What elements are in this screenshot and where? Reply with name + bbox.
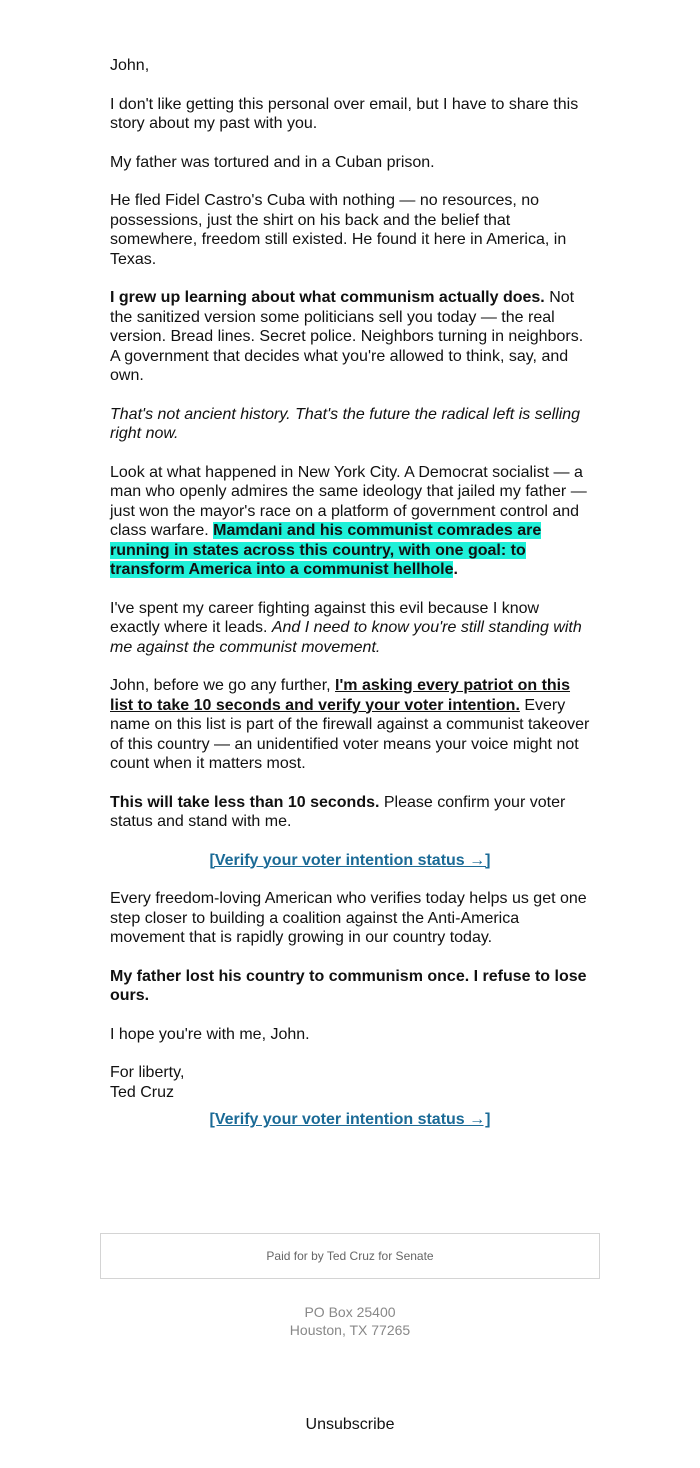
unsubscribe-container	[0, 1416, 700, 1434]
paragraph-communism	[110, 288, 590, 386]
salutation: John,	[110, 57, 150, 74]
verify-voter-link-bottom[interactable]: [Verify your voter intention status →]	[209, 1111, 491, 1128]
ten-seconds-bold: This will take less than 10 seconds.	[110, 793, 380, 811]
cta-container	[110, 851, 590, 871]
career-italic: And I need to know you're still standing with me against the communist movement.	[110, 619, 582, 656]
verify-ask-start: John, before we go any further,	[110, 677, 336, 694]
mailing-address	[0, 1304, 700, 1339]
paragraph-prison: My father was tortured and in a Cuban prison.	[110, 153, 435, 171]
career-text: I've spent my career fighting against this evil because I know exactly where it leads.	[110, 599, 540, 636]
signoff: For liberty,	[110, 1064, 185, 1081]
new-york-text: Look at what happened in New York City. A Democrat socialist — a man who openly admires the same ideology that jailed my father — just won the mayor's race on a platform of government control and class warfare.	[110, 463, 587, 539]
paragraph-new-york	[110, 463, 590, 580]
email-content	[110, 56, 590, 1121]
paragraph-not-ancient-history: That's not ancient history. That's the future the radical left is selling right now.	[110, 405, 581, 442]
paragraph-lost-country: My father lost his country to communism once. I refuse to lose ours.	[110, 967, 587, 1004]
address-line-2: Houston, TX 77265	[289, 1321, 411, 1338]
verify-ask-end: Every name on this list is part of the firewall against a communist takeover of this country — an unidentified voter means your voice might not count when it matters most.	[110, 696, 590, 772]
verify-ask-underlined: I'm asking every patriot on this list to take 10 seconds and verify your voter intention.	[110, 677, 571, 714]
paragraph-ten-seconds	[110, 793, 590, 832]
paragraph-verify-ask	[110, 676, 590, 774]
address-line-1: PO Box 25400	[304, 1304, 396, 1320]
paragraph-freedom-loving: Every freedom-loving American who verifies today helps us get one step closer to building a coalition against the Anti-America movement that is rapidly growing in our country today.	[110, 890, 587, 946]
paragraph-hope: I hope you're with me, John.	[110, 1025, 310, 1043]
unsubscribe-link[interactable]: Unsubscribe	[305, 1416, 395, 1433]
communism-bold-lead: I grew up learning about what communism actually does.	[110, 289, 545, 306]
signature-block	[110, 1063, 590, 1102]
verify-voter-link[interactable]: [Verify your voter intention status →]	[209, 851, 491, 869]
paid-for-text: Paid for by Ted Cruz for Senate	[266, 1249, 434, 1263]
paid-for-disclaimer	[100, 1233, 600, 1279]
paragraph-intro: I don't like getting this personal over email, but I have to share this story about my past with you.	[110, 95, 579, 132]
highlight-period: .	[453, 561, 458, 578]
cta-container-bottom	[0, 1110, 700, 1130]
paragraph-career	[110, 599, 590, 658]
signature-name: Ted Cruz	[110, 1083, 175, 1101]
highlighted-text: Mamdani and his communist comrades are running in states across this country, with one goal: to transform America into a communist hellhole	[110, 522, 542, 578]
paragraph-fled-cuba: He fled Fidel Castro's Cuba with nothing — no resources, no possessions, just the shirt on his back and the belief that somewhere, freedom still existed. He found it here in America, in Texas.	[110, 192, 567, 268]
communism-rest: Not the sanitized version some politicians sell you today — the real version. Bread lines. Secret police. Neighbors turning in neighbors. A government that decides what you're allowed to think, say, and own.	[110, 289, 584, 384]
ten-seconds-rest: Please confirm your voter status and stand with me.	[110, 793, 566, 830]
